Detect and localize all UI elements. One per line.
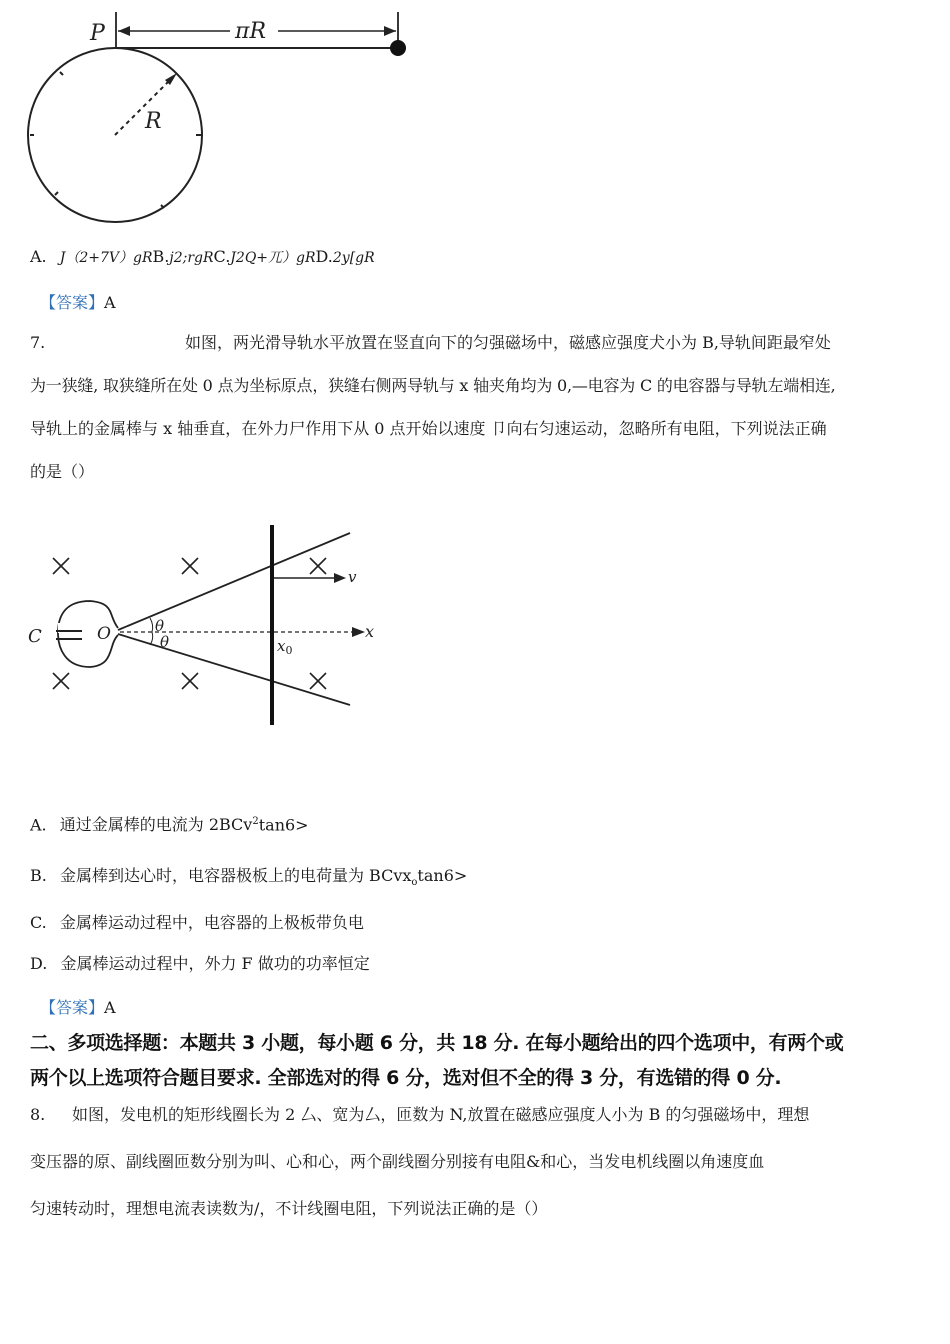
q6-option-a-text: J（2+7V）gR (59, 250, 153, 266)
q8-line-3: 匀速转动时，理想电流表读数为/，不计线圈电阻，下列说法正确的是（） (30, 1199, 548, 1218)
q6-option-c-text: J2Q+兀）gR (230, 250, 316, 266)
dimension-arrowhead-left (118, 26, 130, 36)
q7-option-d-prefix: D. (30, 954, 48, 973)
figure-circle-track (20, 0, 420, 235)
x-axis-arrowhead (352, 627, 365, 637)
q7-option-b (30, 866, 467, 893)
q7-line-4: 的是（） (30, 462, 95, 481)
dimension-arrowhead-right (384, 26, 396, 36)
rail-upper (118, 533, 350, 630)
radius-dashed (115, 80, 170, 135)
figure-rails-capacitor (20, 515, 390, 740)
q7-option-a-text-1: 通过金属棒的电流为 2BCv (59, 815, 253, 835)
q6-option-b-prefix: B. (152, 247, 170, 266)
q7-option-b-prefix: B. (30, 866, 47, 885)
q8-line-2: 变压器的原、副线圈匝数分别为叫、心和心，两个副线圈分别接有电阻&和心，当发电机线圈以角速度血 (30, 1152, 765, 1171)
q7-option-c-prefix: C. (30, 913, 47, 932)
q8-number: 8. (30, 1105, 46, 1124)
q6-answer-bracket: 【答案】 (40, 293, 105, 312)
q7-answer (40, 995, 116, 1018)
q7-answer-value: A (104, 998, 116, 1017)
label-c: C (28, 626, 42, 647)
section-2-heading-line-2: 两个以上选项符合题目要求. 全部选对的得 6 分，选对但不全的得 3 分，有选错的得 0 分. (30, 1067, 782, 1089)
q7-option-c-text: 金属棒运动过程中，电容器的上极板带负电 (59, 913, 364, 932)
q7-option-c (30, 913, 364, 933)
cross-icon (310, 558, 326, 574)
cross-icon (182, 558, 198, 574)
q7-option-b-text-1: 金属棒到达心时，电容器极板上的电荷量为 BCvx (59, 866, 412, 885)
q6-option-c-prefix: C. (213, 247, 231, 266)
label-theta-2: θ (160, 633, 170, 651)
ball (390, 40, 406, 56)
q7-option-b-sub: o (411, 877, 418, 889)
label-x0-sub: 0 (285, 644, 293, 657)
velocity-arrowhead (334, 573, 346, 583)
rail-lower (118, 634, 350, 705)
q6-answer (40, 290, 116, 313)
label-pi-r: πR (235, 19, 267, 44)
label-x: x (365, 622, 375, 641)
angle-arc-upper (150, 618, 153, 632)
q7-number: 7. (30, 333, 46, 352)
cross-icon (53, 673, 69, 689)
label-p: P (90, 21, 105, 46)
label-theta-1: θ (155, 617, 165, 635)
q7-option-a-text-2: tan6> (258, 815, 309, 835)
q6-option-d-text: 2y[gR (332, 250, 375, 266)
q8-line-1: 如图，发电机的矩形线圈长为 2 厶、宽为厶，匝数为 N,放置在磁感应强度人小为 B 的匀强磁场中，理想 (72, 1105, 810, 1124)
q6-option-b-text: j2;rgR (169, 250, 214, 266)
circle-ticks (30, 72, 201, 208)
q7-option-b-text-2: tan6> (417, 866, 468, 885)
q7-line-3: 导轨上的金属棒与 x 轴垂直，在外力尸作用下从 0 点开始以速度 ⼙向右匀速运动，忽略所有电阻，下列说法正确 (30, 419, 827, 438)
cross-icon (53, 558, 69, 574)
q7-line-2: 为一狭缝, 取狭缝所在处 0 点为坐标原点，狭缝右侧两导轨与 x 轴夹角均为 0,—电容为 C 的电容器与导轨左端相连, (30, 376, 836, 395)
q7-answer-bracket: 【答案】 (40, 998, 105, 1017)
q7-option-d (30, 954, 370, 974)
label-x0 (277, 637, 292, 657)
section-2-heading-line-1: 二、多项选择题：本题共 3 小题，每小题 6 分，共 18 分. 在每小题给出的四个选项中，有两个或 (30, 1032, 844, 1054)
q6-option-d-prefix: D. (315, 247, 333, 266)
q6-option-a-prefix: A. (30, 247, 47, 266)
q7-option-a (30, 812, 309, 835)
cross-icon (310, 673, 326, 689)
label-o: O (97, 624, 111, 644)
label-r: R (145, 109, 162, 134)
label-x0-main: x (277, 637, 286, 655)
cross-icon (182, 673, 198, 689)
q6-answer-value: A (104, 293, 116, 312)
q7-option-a-sup: 2 (252, 816, 259, 827)
q7-option-d-text: 金属棒运动过程中，外力 F 做功的功率恒定 (60, 954, 370, 973)
q7-line-1: 如图，两光滑导轨水平放置在竖直向下的匀强磁场中，磁感应强度犬小为 B,导轨间距最窄处 (185, 333, 831, 352)
q6-options (30, 247, 375, 268)
q7-option-a-prefix: A. (30, 815, 47, 835)
label-v: v (348, 568, 357, 586)
